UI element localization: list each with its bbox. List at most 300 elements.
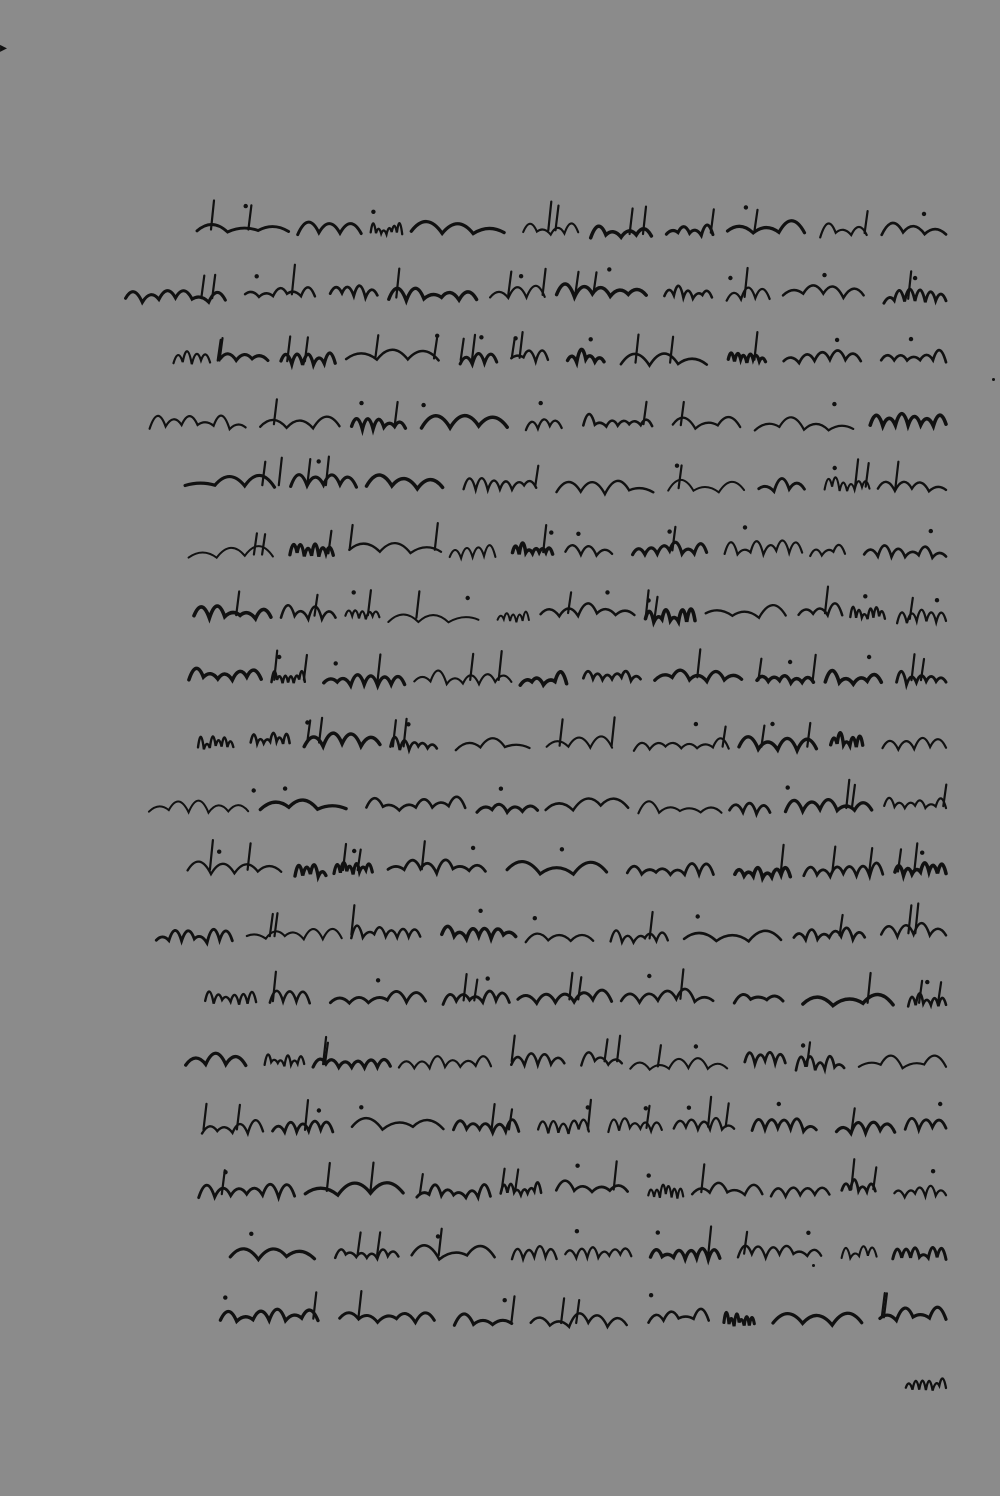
handwriting-word — [345, 610, 379, 619]
handwriting-word — [786, 800, 872, 812]
handwriting-dot — [586, 1105, 590, 1109]
handwriting-word — [745, 1052, 786, 1064]
handwriting-dot — [305, 720, 309, 724]
ink-speck — [992, 378, 995, 381]
handwriting-dot — [938, 1102, 942, 1106]
manuscript-line — [70, 1352, 950, 1416]
handwriting-word — [621, 354, 707, 366]
manuscript-line — [70, 1288, 950, 1352]
handwriting-word — [825, 671, 881, 685]
handwriting-dot — [471, 846, 475, 850]
handwriting-ascender — [865, 211, 868, 233]
handwriting-ascender — [512, 338, 515, 358]
handwriting-ascender — [204, 1104, 207, 1130]
handwriting-stroke — [190, 968, 950, 1028]
handwriting-word — [634, 738, 729, 751]
handwriting-ascender — [825, 587, 828, 614]
handwriting-ascender — [512, 1296, 515, 1321]
handwriting-word — [727, 288, 770, 301]
handwriting-dot — [770, 722, 774, 726]
handwriting-word — [126, 291, 226, 303]
handwriting-word — [335, 1249, 398, 1258]
handwriting-word — [630, 1058, 727, 1069]
handwriting-word — [340, 1313, 435, 1323]
handwriting-ascender — [723, 727, 726, 747]
handwriting-stroke — [190, 328, 950, 388]
handwriting-word — [367, 475, 443, 489]
handwriting-stroke — [190, 392, 950, 452]
handwriting-word — [859, 1056, 946, 1069]
handwriting-word — [186, 1053, 246, 1065]
handwriting-word — [771, 1188, 829, 1197]
handwriting-ascender — [326, 457, 329, 486]
handwriting-ascender — [910, 598, 913, 619]
handwriting-ascender — [327, 1163, 330, 1191]
handwriting-dot — [503, 1298, 507, 1302]
handwriting-word — [198, 736, 233, 749]
handwriting-dot — [922, 212, 926, 216]
handwriting-word — [477, 804, 538, 812]
handwriting-word — [881, 350, 946, 362]
handwriting-word — [666, 225, 713, 235]
handwriting-dot — [223, 1295, 227, 1299]
handwriting-word — [908, 993, 946, 1006]
handwriting-dot — [539, 401, 543, 405]
handwriting-word — [245, 287, 315, 297]
handwriting-dot — [801, 1043, 805, 1047]
handwriting-ascender — [350, 525, 353, 550]
handwriting-word — [583, 414, 652, 426]
handwriting-word — [149, 801, 248, 813]
handwriting-dot — [647, 974, 651, 978]
handwriting-ascender — [420, 1174, 423, 1194]
handwriting-ascender — [304, 655, 307, 680]
handwriting-dot — [371, 210, 375, 214]
handwriting-dot — [605, 590, 609, 594]
handwriting-ascender — [846, 780, 849, 808]
handwriting-ascender — [535, 466, 538, 486]
handwriting-word — [759, 479, 805, 492]
manuscript-line — [70, 584, 950, 648]
handwriting-word — [272, 671, 305, 683]
handwriting-dot — [589, 337, 593, 341]
handwriting-word — [646, 609, 696, 622]
handwriting-ascender — [236, 592, 239, 616]
handwriting-word — [346, 350, 439, 361]
handwriting-stroke — [190, 200, 950, 260]
handwriting-word — [412, 1245, 495, 1259]
handwriting-word — [273, 1121, 333, 1132]
handwriting-word — [330, 991, 425, 1003]
handwriting-word — [389, 288, 477, 300]
handwriting-stroke — [190, 1032, 950, 1092]
handwriting-word — [391, 737, 437, 750]
handwriting-dot — [466, 596, 470, 600]
handwriting-word — [649, 1309, 709, 1323]
handwriting-word — [194, 606, 271, 619]
manuscript-line — [70, 1224, 950, 1288]
handwriting-word — [251, 733, 290, 744]
handwriting-word — [352, 419, 406, 430]
handwriting-dot — [728, 276, 732, 280]
handwriting-ascender — [319, 718, 322, 743]
handwriting-word — [638, 801, 721, 813]
handwriting-word — [298, 222, 362, 234]
handwriting-dot — [376, 978, 380, 982]
handwriting-word — [281, 605, 336, 619]
handwriting-word — [518, 990, 612, 1003]
manuscript-line — [70, 712, 950, 776]
handwriting-word — [511, 351, 548, 362]
handwriting-word — [290, 544, 333, 557]
handwriting-dot — [317, 1108, 321, 1112]
handwriting-word — [724, 1312, 754, 1326]
manuscript-line — [70, 776, 950, 840]
handwriting-word — [820, 223, 867, 237]
handwriting-dot — [334, 661, 338, 665]
handwriting-word — [220, 354, 268, 361]
handwriting-dot — [687, 1106, 691, 1110]
handwriting-word — [270, 991, 310, 1003]
handwriting-word — [351, 926, 420, 938]
handwriting-dot — [499, 787, 503, 791]
handwriting-word — [905, 1118, 946, 1130]
manuscript-line — [70, 840, 950, 904]
handwriting-ascender — [658, 1045, 661, 1066]
handwriting-ascender — [576, 1300, 579, 1323]
handwriting-word — [664, 286, 712, 299]
handwriting-ascender — [515, 1170, 518, 1191]
handwriting-dot — [667, 529, 671, 533]
handwriting-stroke — [190, 1160, 950, 1220]
page-edge-mark: ▸ — [0, 40, 8, 56]
handwriting-word — [460, 354, 497, 365]
handwriting-word — [188, 862, 282, 875]
handwriting-ascender — [358, 1233, 361, 1255]
handwriting-dot — [656, 1230, 660, 1234]
handwriting-dot — [576, 532, 580, 536]
handwriting-ascender — [305, 337, 308, 361]
handwriting-dot — [694, 1044, 698, 1048]
handwriting-ascender — [248, 205, 251, 229]
handwriting-dot — [649, 1293, 653, 1297]
handwriting-word — [870, 414, 946, 426]
handwriting-ascender — [561, 1298, 564, 1323]
manuscript-line — [70, 968, 950, 1032]
handwriting-ascender — [807, 723, 810, 747]
manuscript-line — [70, 200, 950, 264]
handwriting-ascender — [726, 1103, 729, 1126]
handwriting-word — [498, 612, 529, 623]
manuscript-line — [70, 648, 950, 712]
handwriting-word — [757, 676, 813, 683]
handwriting-dot — [533, 916, 537, 920]
handwriting-word — [205, 992, 256, 1005]
handwriting-ascender — [908, 271, 911, 299]
handwriting-ascender — [509, 1109, 512, 1129]
handwriting-dot — [863, 594, 867, 598]
handwriting-word — [388, 860, 485, 874]
handwriting-stroke — [190, 1096, 950, 1156]
handwriting-word — [230, 1249, 314, 1260]
handwriting-word — [633, 542, 707, 554]
handwriting-word — [755, 417, 853, 430]
handwriting-stroke — [190, 840, 950, 900]
handwriting-word — [512, 1246, 557, 1259]
handwriting-word — [507, 862, 606, 875]
handwriting-dot — [283, 786, 287, 790]
handwriting-ascender — [943, 785, 946, 807]
handwriting-word — [897, 610, 946, 624]
handwriting-word — [557, 481, 654, 494]
handwriting-word — [366, 797, 465, 811]
handwriting-ascender — [636, 335, 639, 363]
handwriting-ascender — [237, 1105, 240, 1130]
handwriting-dot — [675, 464, 679, 468]
handwriting-ascender — [569, 973, 572, 1000]
handwriting-word — [417, 1185, 491, 1198]
handwriting-word — [752, 1119, 816, 1132]
handwriting-dot — [479, 335, 483, 339]
handwriting-ascender — [612, 717, 615, 745]
handwriting-word — [583, 671, 640, 681]
handwriting-word — [541, 603, 635, 616]
handwriting-word — [260, 417, 339, 429]
handwriting-word — [513, 543, 553, 554]
handwriting-stroke — [190, 648, 950, 708]
handwriting-stroke — [190, 904, 950, 964]
handwriting-word — [627, 864, 713, 875]
handwriting-word — [260, 800, 346, 810]
handwriting-word — [295, 865, 326, 877]
handwriting-word — [773, 1313, 862, 1325]
handwriting-word — [490, 286, 545, 298]
handwriting-word — [803, 995, 893, 1006]
handwriting-dot — [835, 338, 839, 342]
handwriting-word — [883, 738, 947, 750]
handwriting-dot — [833, 466, 837, 470]
handwriting-word — [794, 928, 865, 940]
handwriting-word — [220, 1309, 318, 1321]
handwriting-dot — [913, 276, 917, 280]
handwriting-word — [895, 863, 946, 876]
handwriting-word — [265, 1055, 305, 1067]
handwriting-ascender — [672, 527, 675, 551]
handwriting-word — [906, 1378, 946, 1390]
handwriting-stroke — [190, 1224, 950, 1284]
handwriting-ascender — [745, 268, 748, 297]
handwriting-word — [608, 1118, 661, 1132]
handwriting-ascender — [492, 1104, 495, 1129]
handwriting-ascender — [755, 210, 758, 231]
handwriting-ascender — [681, 402, 684, 425]
handwriting-ascender — [851, 1159, 854, 1189]
handwriting-word — [371, 223, 403, 234]
handwriting-word — [734, 994, 783, 1003]
handwriting-dot — [743, 525, 747, 529]
handwriting-word — [520, 672, 566, 685]
handwriting-ascender — [201, 276, 204, 299]
handwriting-dot — [436, 1234, 440, 1238]
handwriting-ascender — [375, 335, 378, 358]
handwriting-stroke — [190, 1288, 950, 1348]
handwriting-word — [728, 353, 765, 363]
handwriting-dot — [575, 1229, 579, 1233]
handwriting-word — [557, 284, 647, 297]
handwriting-word — [305, 1183, 403, 1195]
manuscript-line — [70, 1096, 950, 1160]
handwriting-dot — [352, 590, 356, 594]
handwriting-ascender — [697, 649, 700, 677]
handwriting-dot — [647, 1173, 651, 1177]
handwriting-word — [531, 1313, 627, 1326]
handwriting-word — [442, 926, 516, 939]
handwriting-word — [878, 482, 946, 491]
handwriting-word — [324, 675, 405, 686]
manuscript-line — [70, 904, 950, 968]
handwriting-dot — [931, 1169, 935, 1173]
handwriting-stroke — [190, 584, 950, 644]
handwriting-ascender — [744, 1232, 747, 1254]
manuscript-line — [70, 392, 950, 456]
handwriting-word — [842, 1246, 877, 1258]
handwriting-dot — [935, 598, 939, 602]
handwriting-dot — [832, 402, 836, 406]
handwriting-dot — [920, 851, 924, 855]
manuscript-line — [70, 1032, 950, 1096]
handwriting-dot — [806, 1231, 810, 1235]
manuscript-line — [70, 1160, 950, 1224]
handwriting-word — [334, 863, 372, 875]
handwriting-ascender — [813, 655, 816, 680]
handwriting-word — [648, 1185, 683, 1199]
handwriting-ascender — [275, 913, 278, 936]
handwriting-word — [611, 930, 668, 942]
handwriting-word — [388, 614, 478, 622]
handwriting-word — [450, 545, 496, 558]
handwriting-word — [783, 285, 864, 297]
handwriting-ascender — [273, 972, 276, 1002]
handwriting-dot — [560, 847, 564, 851]
handwriting-stroke — [190, 776, 950, 836]
handwriting-word — [247, 929, 342, 939]
handwriting-stroke — [880, 1352, 950, 1412]
handwriting-dot — [786, 785, 790, 789]
handwriting-word — [281, 353, 335, 365]
handwriting-ascender — [371, 1163, 374, 1191]
handwriting-word — [784, 351, 861, 364]
handwriting-stroke — [190, 456, 950, 516]
handwriting-word — [725, 541, 803, 555]
handwriting-dot — [478, 909, 482, 913]
handwriting-ascender — [807, 1042, 810, 1066]
handwriting-stroke — [190, 712, 950, 772]
handwriting-word — [202, 1120, 263, 1133]
handwriting-word — [568, 349, 604, 362]
handwriting-dot — [359, 1105, 363, 1109]
handwriting-word — [399, 1056, 491, 1068]
handwriting-word — [799, 603, 843, 615]
handwriting-word — [199, 1184, 295, 1197]
handwriting-dot — [867, 655, 871, 659]
handwriting-ascender — [680, 969, 683, 999]
handwriting-dot — [421, 403, 425, 407]
handwriting-ascender — [873, 1167, 876, 1189]
handwriting-word — [185, 475, 274, 487]
handwriting-word — [728, 221, 805, 233]
handwriting-dot — [406, 722, 410, 726]
handwriting-ascender — [556, 206, 559, 231]
handwriting-dot — [486, 976, 490, 980]
handwriting-ascender — [588, 1100, 591, 1130]
handwriting-ascender — [254, 533, 257, 554]
handwriting-word — [882, 223, 946, 235]
handwriting-word — [565, 545, 612, 555]
handwriting-dot — [696, 914, 700, 918]
handwriting-ascender — [416, 591, 419, 618]
handwriting-ascender — [512, 1036, 515, 1062]
handwriting-word — [526, 419, 562, 430]
handwriting-dot — [909, 337, 913, 341]
handwriting-dot — [694, 722, 698, 726]
handwriting-word — [810, 545, 845, 556]
handwriting-ascender — [393, 720, 396, 746]
manuscript-line — [70, 456, 950, 520]
handwriting-ascender — [262, 462, 265, 486]
handwriting-ascender — [315, 595, 318, 616]
handwriting-dot — [777, 1102, 781, 1106]
handwriting-dot — [513, 336, 517, 340]
handwriting-word — [456, 738, 530, 750]
handwriting-ascender — [711, 209, 714, 232]
handwriting-stroke — [190, 520, 950, 580]
handwriting-dot — [822, 273, 826, 277]
handwriting-ascender — [520, 332, 523, 358]
handwriting-ascender — [435, 523, 438, 550]
handwriting-dot — [277, 655, 281, 659]
handwriting-ascender — [279, 458, 282, 486]
handwriting-dot — [317, 459, 321, 463]
handwriting-dot — [575, 1164, 579, 1168]
handwriting-word — [880, 1307, 946, 1320]
manuscript-line — [70, 520, 950, 584]
handwriting-ascender — [543, 269, 546, 295]
handwriting-word — [352, 1118, 443, 1129]
handwriting-word — [894, 1186, 946, 1197]
manuscript-line — [70, 328, 950, 392]
handwriting-word — [884, 289, 946, 303]
handwriting-word — [673, 417, 740, 429]
handwriting-word — [304, 733, 380, 746]
handwriting-ascender — [396, 269, 399, 298]
handwriting-dot — [223, 1170, 227, 1174]
handwriting-word — [330, 286, 377, 298]
handwriting-word — [526, 934, 594, 943]
handwriting-word — [864, 546, 946, 558]
handwriting-dot — [644, 1106, 648, 1110]
handwriting-ascender — [292, 265, 295, 295]
handwriting-dot — [519, 274, 523, 278]
handwriting-word — [884, 798, 946, 808]
handwriting-word — [150, 416, 246, 429]
handwriting-ascender — [262, 534, 265, 554]
handwriting-ascender — [617, 1036, 620, 1062]
handwriting-ascender — [210, 840, 213, 870]
handwriting-dot — [744, 205, 748, 209]
handwriting-word — [411, 222, 504, 234]
handwriting-dot — [788, 660, 792, 664]
handwriting-word — [538, 1120, 589, 1134]
